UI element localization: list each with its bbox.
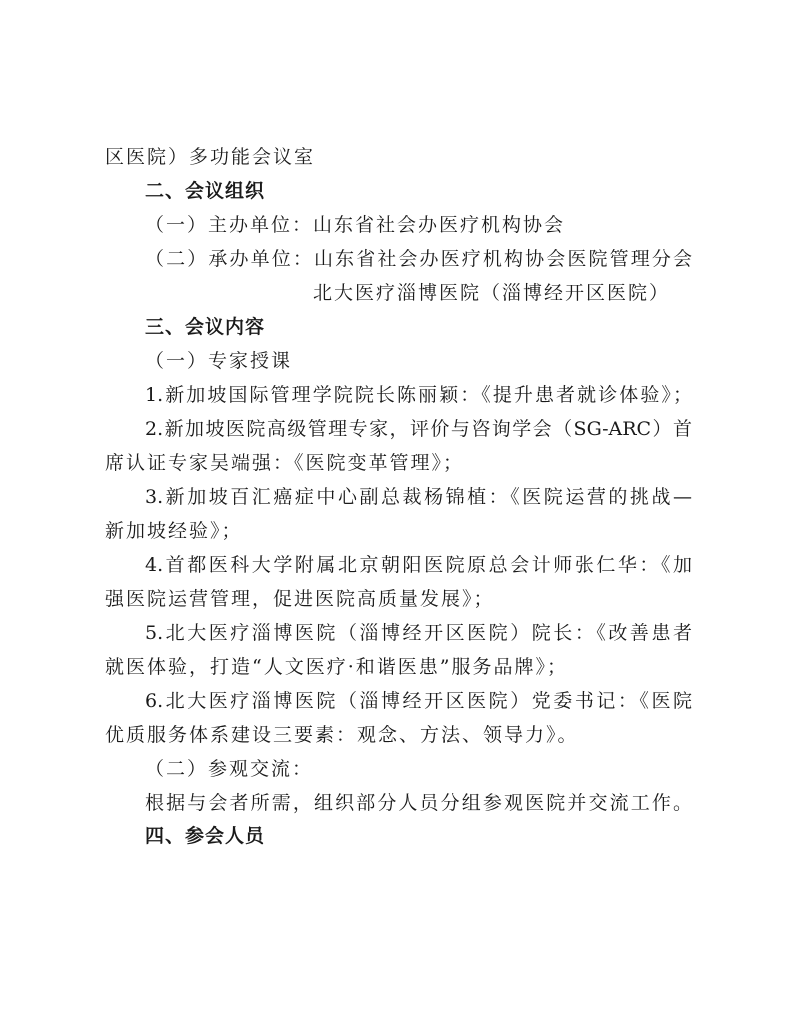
section-heading-organization: 二、会议组织 — [145, 180, 266, 202]
lecture-item: 1.新加坡国际管理学院院长陈丽颖：《提升患者就诊体验》； — [145, 384, 692, 406]
venue-text: 区医院）多功能会议室 — [105, 146, 316, 168]
lecture-item: 4.首都医科大学附属北京朝阳医院原总会计师张仁华：《加 — [145, 554, 692, 576]
lecture-item: 2.新加坡医院高级管理专家，评价与咨询学会（SG-ARC）首 — [145, 418, 692, 440]
lecture-item-cont: 新加坡经验》； — [105, 520, 243, 542]
lecture-item: 3.新加坡百汇癌症中心副总裁杨锦植：《医院运营的挑战— — [145, 486, 692, 508]
visit-text: 根据与会者所需，组织部分人员分组参观医院并交流工作。 — [145, 792, 692, 814]
host-unit: （一）主办单位：山东省社会办医疗机构协会 — [145, 214, 566, 236]
section-heading-content: 三、会议内容 — [145, 316, 266, 338]
lecture-item-cont: 强医院运营管理，促进医院高质量发展》； — [105, 588, 495, 610]
organizer-unit: （二）承办单位：山东省社会办医疗机构协会医院管理分会 — [145, 248, 692, 270]
organizer-unit-2: 北大医疗淄博医院（淄博经开区医院） — [313, 282, 671, 304]
subheading-lectures: （一）专家授课 — [145, 350, 293, 372]
lecture-item: 5.北大医疗淄博医院（淄博经开区医院）院长：《改善患者 — [145, 622, 692, 644]
section-heading-attendees: 四、参会人员 — [145, 825, 266, 847]
lecture-item-cont: 就医体验，打造“人文医疗·和谐医患”服务品牌》； — [105, 656, 568, 678]
subheading-visit: （二）参观交流： — [145, 758, 314, 780]
lecture-item-cont: 优质服务体系建设三要素：观念、方法、领导力》。 — [105, 724, 579, 746]
lecture-item: 6.北大医疗淄博医院（淄博经开区医院）党委书记：《医院 — [145, 690, 692, 712]
lecture-item-cont: 席认证专家吴端强：《医院变革管理》； — [105, 452, 465, 474]
